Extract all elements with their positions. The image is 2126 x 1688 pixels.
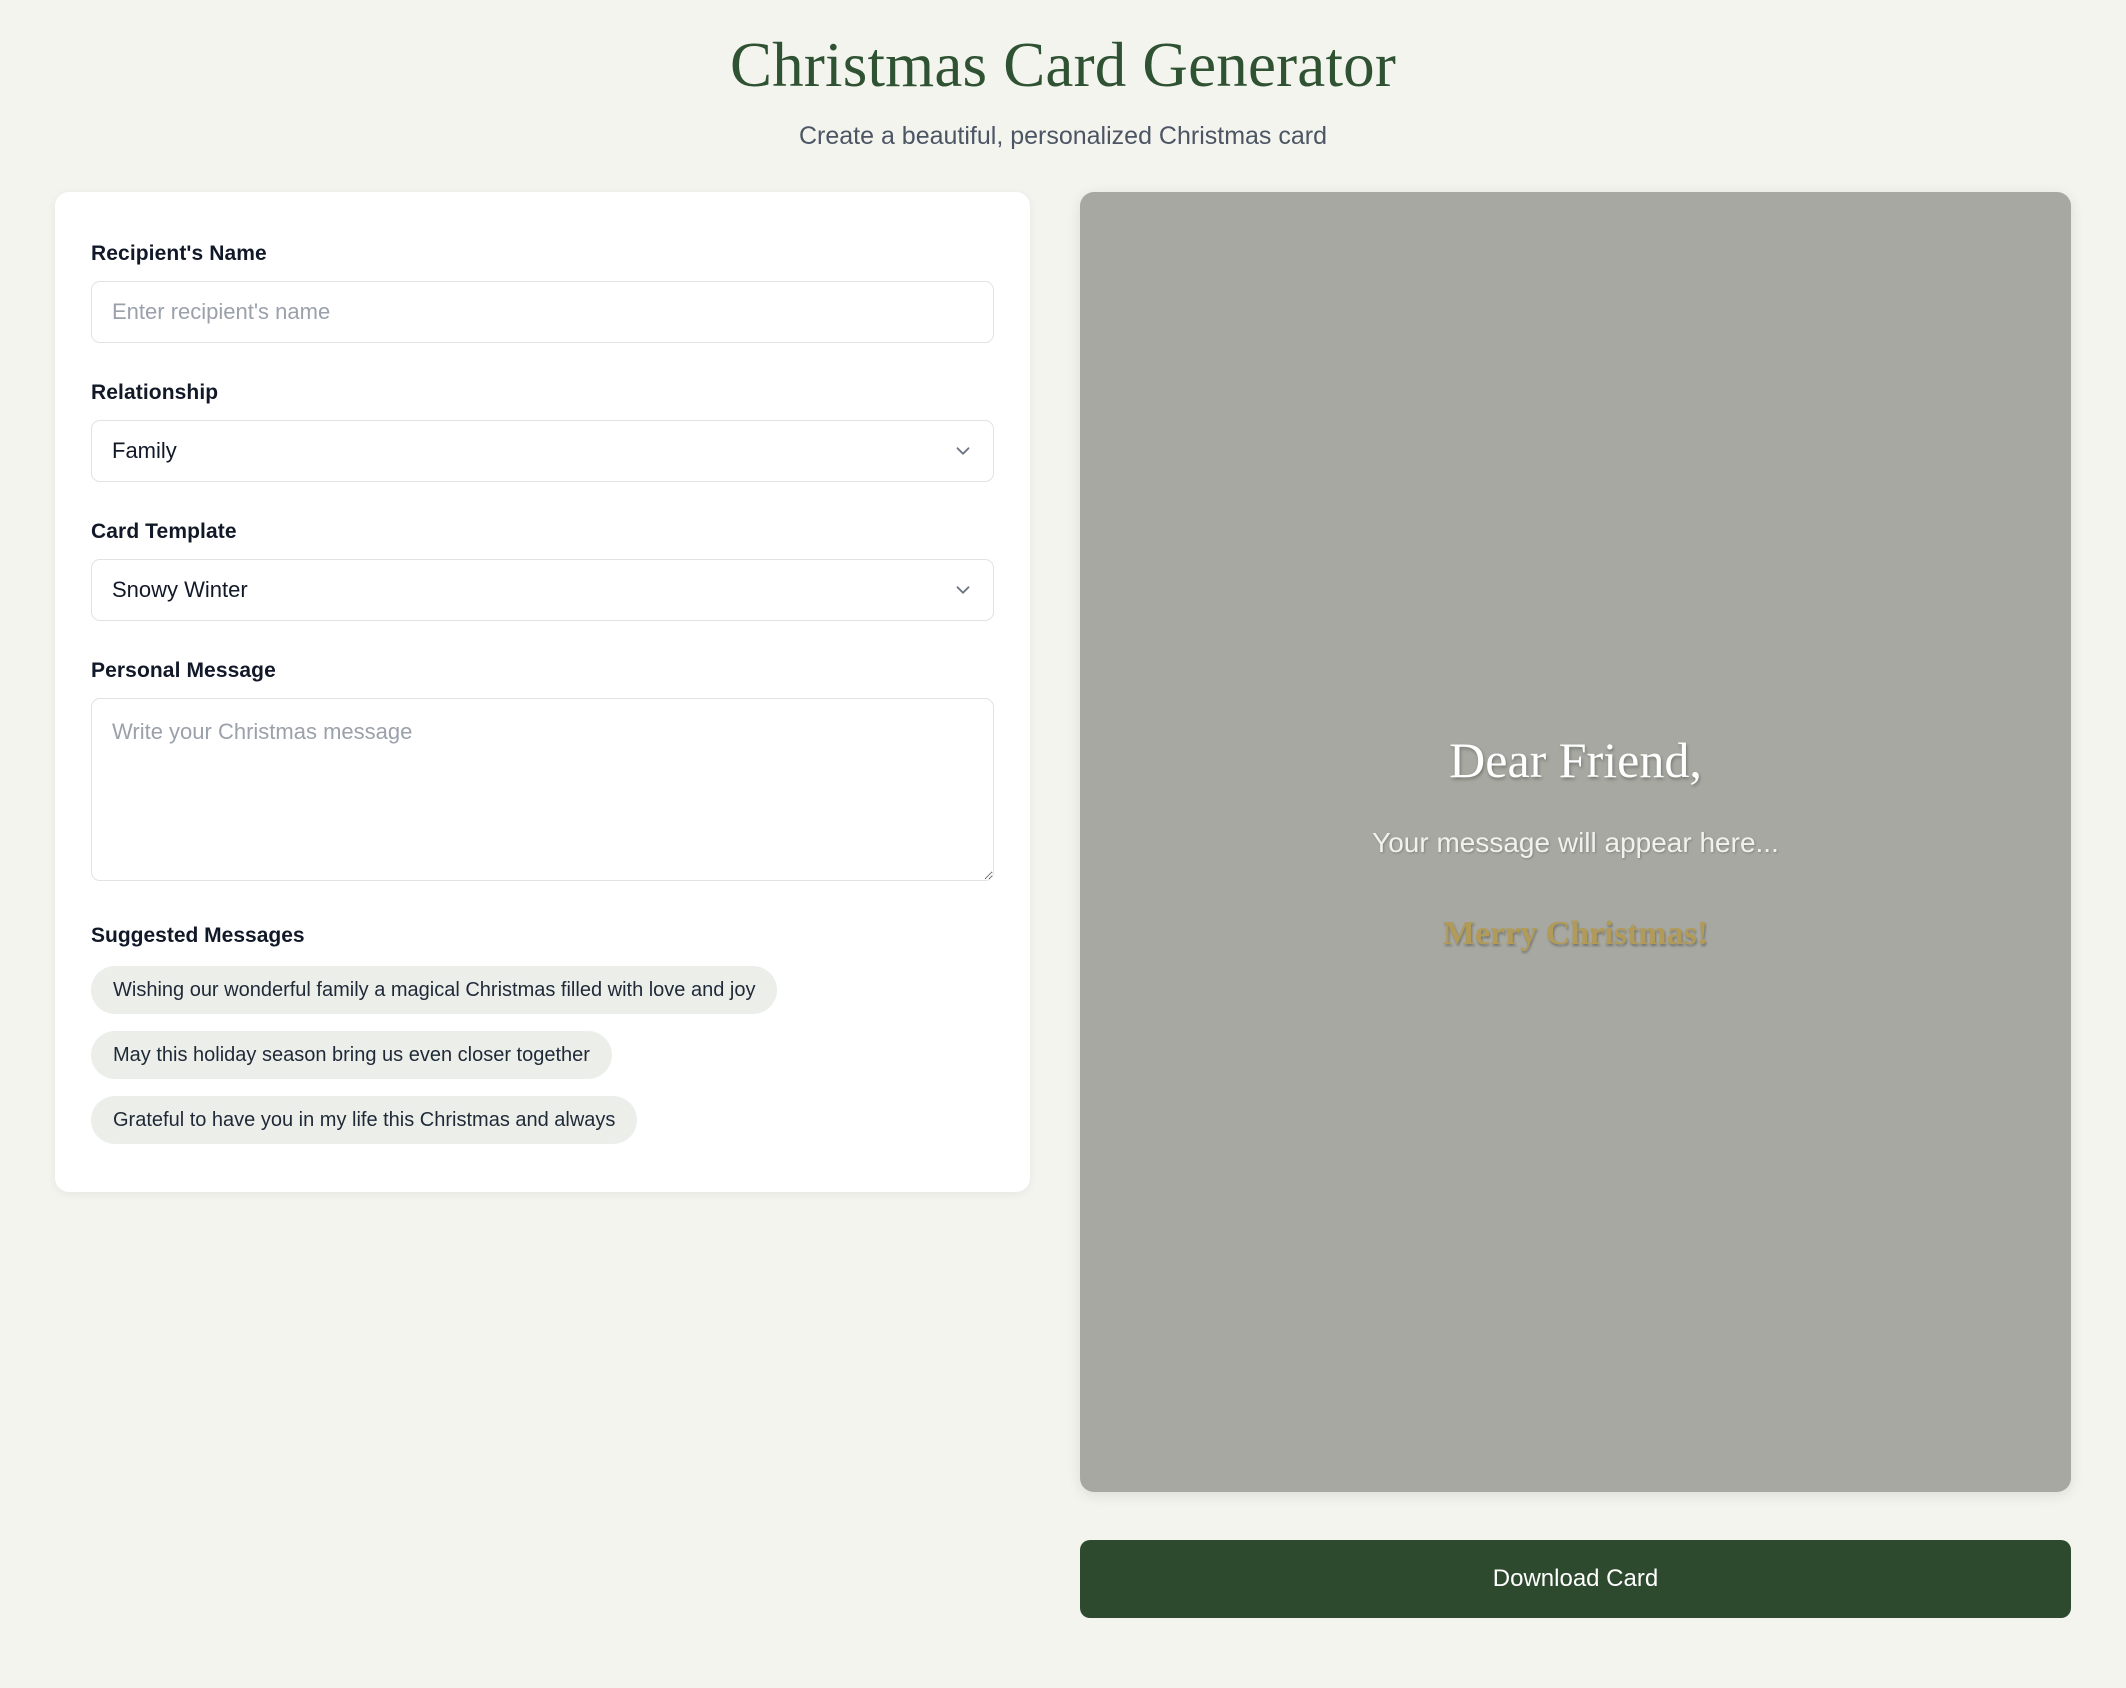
template-select-wrap bbox=[91, 559, 994, 621]
template-field-group bbox=[91, 520, 994, 621]
preview-message: Your message will appear here... bbox=[1372, 827, 1779, 858]
suggested-message-chip[interactable]: Wishing our wonderful family a magical Christmas filled with love and joy bbox=[91, 966, 777, 1014]
card-preview bbox=[1080, 192, 2071, 1492]
relationship-select[interactable] bbox=[91, 420, 994, 482]
relationship-label: Relationship bbox=[91, 381, 219, 404]
card-template-select[interactable] bbox=[91, 559, 994, 621]
personal-message-label: Personal Message bbox=[91, 659, 276, 682]
main-content bbox=[55, 192, 2071, 1618]
recipient-name-label: Recipient's Name bbox=[91, 242, 267, 265]
card-template-selected-value: Snowy Winter bbox=[112, 577, 248, 602]
card-preview-panel bbox=[1080, 192, 2071, 1618]
preview-greeting: Dear Friend, bbox=[1449, 732, 1702, 788]
preview-signoff: Merry Christmas! bbox=[1442, 915, 1709, 952]
suggested-message-chip[interactable]: Grateful to have you in my life this Christmas and always bbox=[91, 1096, 637, 1144]
page-subtitle: Create a beautiful, personalized Christmas card bbox=[798, 121, 1328, 150]
card-template-label: Card Template bbox=[91, 520, 237, 543]
suggested-messages-group bbox=[91, 924, 994, 1144]
card-form-panel bbox=[55, 192, 1030, 1192]
message-field-group bbox=[91, 659, 994, 886]
recipient-field-group bbox=[91, 242, 994, 343]
suggested-message-chip[interactable]: May this holiday season bring us even closer together bbox=[91, 1031, 612, 1079]
suggested-messages-label: Suggested Messages bbox=[91, 924, 305, 947]
page-header bbox=[0, 0, 2126, 151]
relationship-select-wrap bbox=[91, 420, 994, 482]
suggested-messages-list bbox=[91, 966, 994, 1144]
relationship-selected-value: Family bbox=[112, 438, 177, 463]
personal-message-textarea[interactable] bbox=[91, 698, 994, 881]
recipient-name-input[interactable] bbox=[91, 281, 994, 343]
page-title: Christmas Card Generator bbox=[729, 30, 1397, 100]
download-card-button[interactable]: Download Card bbox=[1080, 1540, 2071, 1618]
relationship-field-group bbox=[91, 381, 994, 482]
